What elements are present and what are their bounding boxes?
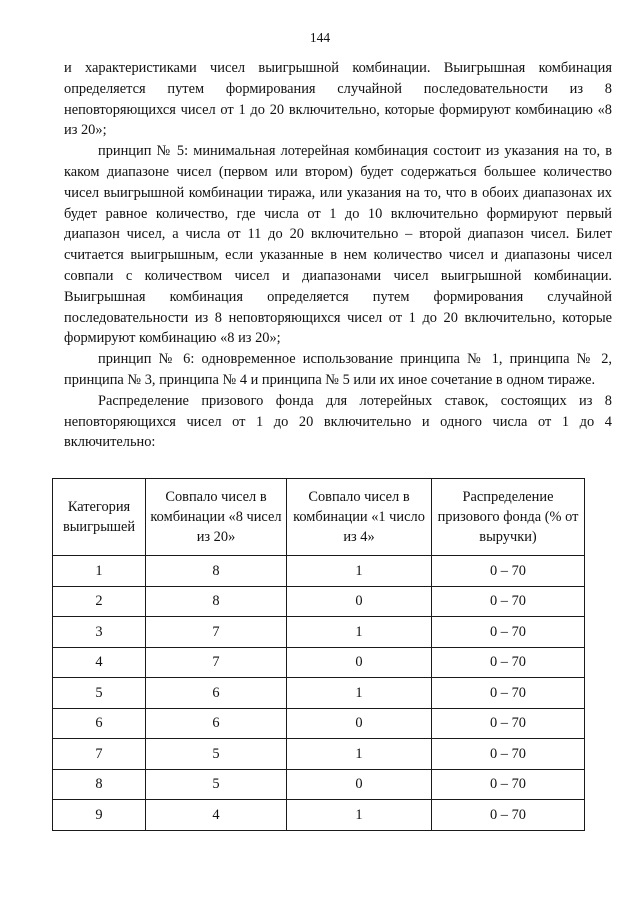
header-match-8-of-20: Совпало чисел в комбинации «8 чисел из 20» [146,479,287,556]
table-row [53,647,585,678]
table-row [53,678,585,709]
cell-match-8-of-20: 5 [146,739,287,770]
cell-category: 5 [53,678,146,709]
cell-category: 6 [53,708,146,739]
cell-prize-share: 0 – 70 [432,556,585,587]
cell-prize-share: 0 – 70 [432,800,585,831]
cell-prize-share: 0 – 70 [432,678,585,709]
cell-match-8-of-20: 4 [146,800,287,831]
table-row [53,586,585,617]
cell-match-1-of-4: 1 [287,800,432,831]
paragraph-distribution-intro: Распределение призового фонда для лотерейных ставок, состоящих из 8 неповторяющихся чисел от 1 до 20 включительно и одного числа от 1 до 4 включительно: [64,392,612,451]
header-category: Категория выигрышей [53,479,146,556]
cell-category: 4 [53,647,146,678]
cell-match-8-of-20: 6 [146,708,287,739]
cell-match-1-of-4: 0 [287,708,432,739]
paragraph-continuation: и характеристиками чисел выигрышной комбинации. Выигрышная комбинация определяется путем формирования случайной последовательности из 8 неповторяющихся чисел от 1 до 20 включительно, которые формируют комбинацию «8 из 20»; [64,60,612,139]
cell-category: 9 [53,800,146,831]
cell-match-8-of-20: 8 [146,556,287,587]
cell-category: 2 [53,586,146,617]
cell-match-1-of-4: 0 [287,586,432,617]
cell-match-1-of-4: 1 [287,617,432,648]
paragraph-principle-5: принцип № 5: минимальная лотерейная комбинация состоит из указания на то, в каком диапазоне чисел (первом или втором) будет содержаться большее количество чисел выигрышной комбинации тиража, или указания на то, что в обоих диапазонах их будет равное количество, где числа от 1 до 10 включительно формируют первый диапазон чисел, а числа от 11 до 20 включительно – второй диапазон чисел. Билет считается выигрышным, если указанные в нем количество чисел и диапазоны чисел совпали с количеством чисел и диапазонами чисел выигрышной комбинации. Выигрышная комбинация определяется путем формирования случайной последовательности из 8 неповторяющихся чисел от 1 до 20 включительно, которые формируют комбинацию «8 из 20»; [64,143,612,347]
header-prize-share: Распределение призового фонда (% от выручки) [432,479,585,556]
cell-prize-share: 0 – 70 [432,769,585,800]
cell-match-1-of-4: 1 [287,739,432,770]
table-row [53,800,585,831]
cell-match-1-of-4: 0 [287,647,432,678]
cell-match-8-of-20: 7 [146,647,287,678]
cell-prize-share: 0 – 70 [432,739,585,770]
cell-match-8-of-20: 8 [146,586,287,617]
table-row [53,556,585,587]
cell-prize-share: 0 – 70 [432,708,585,739]
cell-match-8-of-20: 5 [146,769,287,800]
cell-category: 3 [53,617,146,648]
table-header-row [53,479,585,556]
body-text [64,58,612,453]
table-row [53,708,585,739]
table-row [53,617,585,648]
table-row [53,739,585,770]
cell-match-1-of-4: 1 [287,556,432,587]
page-number: 144 [309,30,331,45]
cell-match-8-of-20: 6 [146,678,287,709]
prize-distribution-table [52,478,585,831]
cell-match-1-of-4: 0 [287,769,432,800]
cell-prize-share: 0 – 70 [432,617,585,648]
header-match-1-of-4: Совпало чисел в комбинации «1 число из 4» [287,479,432,556]
cell-match-8-of-20: 7 [146,617,287,648]
paragraph-principle-6: принцип № 6: одновременное использование принципа № 1, принципа № 2, принципа № 3, принципа № 4 и принципа № 5 или их иное сочетание в одном тираже. [64,351,612,388]
cell-category: 1 [53,556,146,587]
cell-prize-share: 0 – 70 [432,586,585,617]
table-row [53,769,585,800]
cell-category: 7 [53,739,146,770]
cell-prize-share: 0 – 70 [432,647,585,678]
cell-category: 8 [53,769,146,800]
cell-match-1-of-4: 1 [287,678,432,709]
